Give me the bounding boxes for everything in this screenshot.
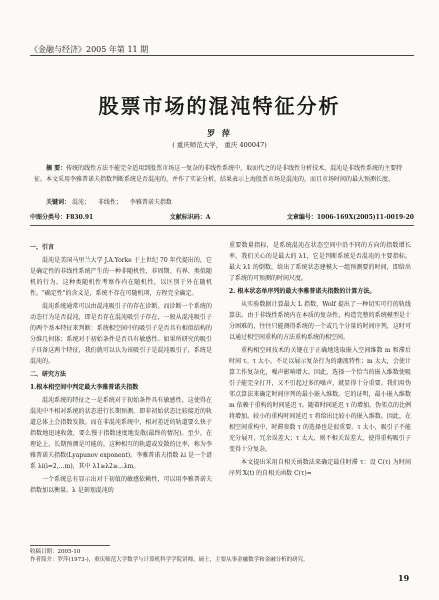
article-number: 文章编号：1006-169X(2005)11-0019-20 bbox=[286, 214, 414, 221]
footnote bbox=[30, 548, 414, 564]
section-heading: 二、研究方法 bbox=[30, 371, 67, 378]
keywords-label: 关键词： bbox=[46, 199, 71, 206]
section-heading: 一、引言 bbox=[30, 244, 55, 251]
journal-header: 《金融与经济》2005 年第 11 期 bbox=[30, 45, 149, 54]
keyword: 混沌； bbox=[71, 199, 90, 206]
paragraph: 重构相空间技术的关键在于正确地选取嵌入空间维数 m 和滞后时间 τ。τ 太小，不足以展示复杂行为的潮流特性；m 太大，会使计算工作复杂化，噪声影响增大。因此，选择一个恰当的嵌入维数使吸引子能完全打开，又不引起过多的噪声，就显得十分重要。我们用伪邻点算法来确定时间序列的最小嵌入维数。它的证明，最小嵌入维数 m 依赖于重构的时间延迟 τ。随着时间延迟 τ 的增加，伪邻点的比例将增加。较小的重构时间延迟 τ 将给出比较小的嵌入维数。因此，在相空间重构中，时滞参数 τ 的选择也是很重要。τ 太小，吸引子不能充分展开，冗余误差大；τ 太大，则不相关误差大，使得重构吸引子变得十分复杂。 bbox=[229, 347, 411, 453]
abstract-text: 传统的线性方法不能完全适用到股票市场这一复杂的非线性系统中，取而代之的是非线性分析技术，混沌是非线性系统的主要特征。本文采用李雅普诺夫指数判断系统是否混沌的，并作了实证分析，结果表示上海股票市场是混沌的，而且市场时间的最大预测长度。 bbox=[34, 165, 403, 183]
footnote-rule bbox=[30, 545, 110, 546]
subsection-heading: 1.根本相空间中判定最大李雅普诺夫指数 bbox=[30, 384, 139, 391]
author-bio: 作者简介：罗萍(1973-)，重庆师范大学数学与计算机科学学院讲师，硕士，主要从事金融数学和金融分析的研究。 bbox=[30, 557, 309, 563]
document-code: 文献标识码：A bbox=[169, 214, 211, 221]
right-column bbox=[229, 240, 411, 481]
clc-number: 中图分类号：F830.91 bbox=[30, 214, 94, 221]
paragraph: 混沌是美国马里兰大学 J.A.Yorke 于上世纪 70 年代提出的，它是确定性的非线性系统产生的一种非随机性，非周期、有界、类似随机的行为。这种类随机性考察作内在随机性，以区别于外在随机性。"确定性"的含义是，系统不存在可随机项，方程完全确定。 bbox=[30, 257, 212, 297]
page-number: 19 bbox=[398, 573, 410, 583]
keyword: 李雅普诺夫指数 bbox=[129, 199, 172, 206]
author-affiliation: ( 重庆师范大学， 重庆 400047) bbox=[172, 141, 267, 149]
paper-title: 股票市场的混沌特征分析 bbox=[98, 94, 341, 118]
left-column bbox=[30, 240, 212, 498]
paragraph: 重要数量指标，是系统混沌在状态空间中沿不同的方向的指数增长率，我们关心的是最大的 λ1，它是判断系统是否混沌的主要指标。最大 λ1 的倒数，给出了系统状态建模大一组预测要的时间，即给出了系统的可预测的时间尺度。 bbox=[229, 242, 411, 282]
paragraph: 从实验数据计算最大 L 指数，Wolf 提出了一种切实可行的轨线算法。由于非线性系统内在本质的复杂性，构造完整的系统模型是十分困难的，往往只能测得系统的一个或几个分量的时间序列，这时可以通过相空间重构的方法重构系统的相空间。 bbox=[229, 301, 411, 341]
paragraph: 一个系统总有显示出对于初值的敏感依赖性，可以用李雅普诺夫指数加以衡量。λ 是刻划混沌的 bbox=[30, 476, 212, 494]
classification-line bbox=[30, 212, 414, 221]
header-rule bbox=[30, 55, 414, 56]
keyword: 非线性； bbox=[97, 199, 122, 206]
paragraph: 本文提出采用自相关函数法来确定最佳时滞 τ：设 C(τ) 为时间序列 X(t) 的自相关函数 C(τ)= bbox=[229, 459, 411, 477]
abstract-label: 摘 要： bbox=[46, 165, 67, 172]
author-name: 罗 萍 bbox=[207, 128, 232, 138]
paragraph: 混沌系统的特征之一是系统对于初始条件具有敏感性，这使得在混沌中不相对系统的状态进行长期预测，即非初始状态比较接近的轨道总体上会指数发散。而在非混沌系统中，相对差近的轨道要么快于指数地迅速收敛，要么慢于指数速度地发散(最终的情况)。至少，在理论上，长期预测是可能的。这种相互的轨道或发散的比率，称为李雅普诺夫指数(Lyapunov exponent)。李雅普诺夫指数 λi 是一个谱系 λi(i=2,…m)，其中 λ1≥λ2≥…λm。 bbox=[30, 397, 212, 470]
received-date: 收稿日期：2005-10 bbox=[30, 549, 81, 555]
subsection-heading: 2. 根本状态单序列的最大李雅普诺夫指数的计算方法。 bbox=[229, 288, 376, 295]
abstract bbox=[34, 163, 408, 185]
keywords bbox=[46, 197, 406, 206]
meta-rule bbox=[30, 225, 414, 226]
paragraph: 混沌系统通常可以由混沌吸引子的存在诊断。而诊断一个系统的动态行为是否混沌，即是否存在混沌吸引子存在，一般从混沌吸引子的两个基本特征来判断：系统相空间中的吸引子是否具有相似结构的分维几何体；系统对于初始条件是否具有敏感性。如果所研究的吸引子具备这两个特征，我们就可以认为该吸引子是混沌吸引子，系统是混沌的。 bbox=[30, 303, 212, 365]
